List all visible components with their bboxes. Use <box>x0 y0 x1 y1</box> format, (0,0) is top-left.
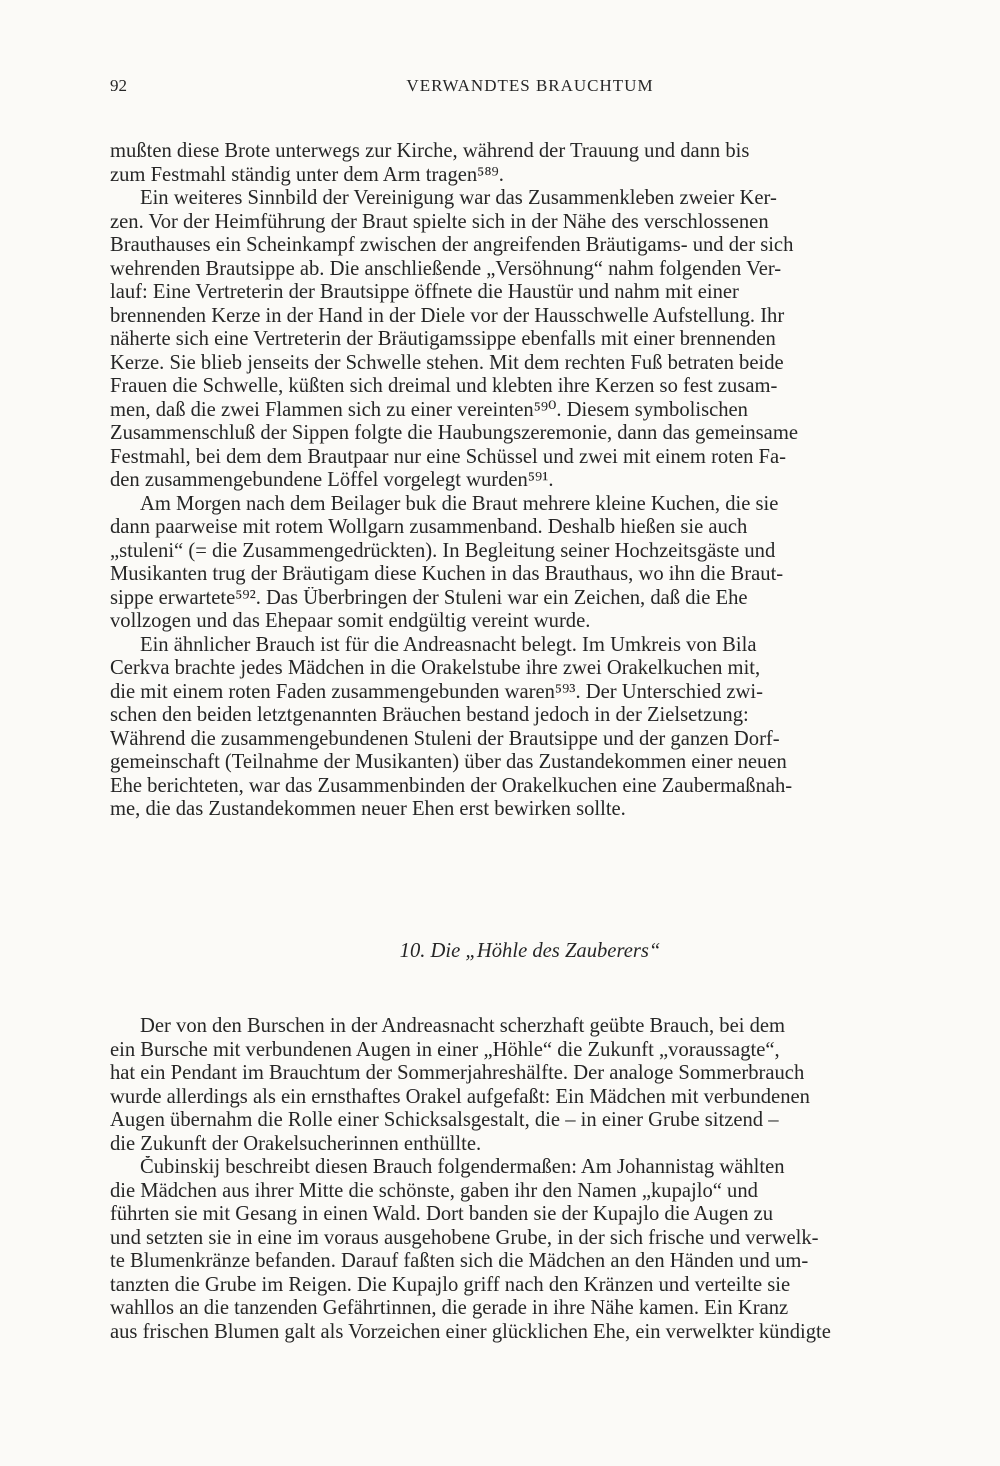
text-line: wahllos an die tanzenden Gefährtinnen, die gerade in ihre Nähe kamen. Ein Kranz <box>110 1297 789 1319</box>
text-line: Ein ähnlicher Brauch ist für die Andreasnacht belegt. Im Umkreis von Bila <box>140 633 757 656</box>
text-line: Festmahl, bei dem dem Brautpaar nur eine Schüssel und zwei mit einem roten Fa- <box>110 445 786 468</box>
text-line: Ehe berichteten, war das Zusammenbinden der Orakelkuchen eine Zaubermaßnah- <box>110 774 793 797</box>
text-line: hat ein Pendant im Brauchtum der Sommerjahreshälfte. Der analoge Sommerbrauch <box>110 1062 805 1084</box>
text-line: Musikanten trug der Bräutigam diese Kuchen in das Brauthaus, wo ihn die Braut- <box>110 563 784 585</box>
section-text <box>110 1015 950 1344</box>
text-line: men, daß die zwei Flammen sich zu einer vereinten⁵⁹⁰. Diesem symbolischen <box>110 398 748 421</box>
text-line: lauf: Eine Vertreterin der Brautsippe öffnete die Haustür und nahm mit einer <box>110 281 739 303</box>
section-heading: 10. Die „Höhle des Zauberers“ <box>399 940 661 962</box>
text-line: Cerkva brachte jedes Mädchen in die Orakelstube ihre zwei Orakelkuchen mit, <box>110 657 761 679</box>
text-line: Am Morgen nach dem Beilager buk die Braut mehrere kleine Kuchen, die sie <box>140 492 779 515</box>
text-line: den zusammengebundene Löffel vorgelegt wurden⁵⁹¹. <box>110 469 554 491</box>
text-line: Während die zusammengebundenen Stuleni der Brautsippe und der ganzen Dorf- <box>110 727 780 750</box>
text-line: zen. Vor der Heimführung der Braut spielte sich in der Nähe des verschlossenen <box>110 210 769 233</box>
text-line: brennenden Kerze in der Hand in der Diele vor der Hausschwelle Aufstellung. Ihr <box>110 304 785 327</box>
text-line: Kerze. Sie blieb jenseits der Schwelle stehen. Mit dem rechten Fuß betraten beide <box>110 351 784 374</box>
text-line: die mit einem roten Faden zusammengebunden waren⁵⁹³. Der Unterschied zwi- <box>110 680 763 703</box>
running-title: VERWANDTES BRAUCHTUM <box>406 76 654 95</box>
text-line: Augen übernahm die Rolle einer Schicksalsgestalt, die – in einer Grube sitzend – <box>110 1109 779 1131</box>
text-line: schen den beiden letztgenannten Bräuchen bestand jedoch in der Zielsetzung: <box>110 704 749 726</box>
text-line: te Blumenkränze befanden. Darauf faßten sich die Mädchen an den Händen und um- <box>110 1250 809 1272</box>
text-line: ein Bursche mit verbundenen Augen in einer „Höhle“ die Zukunft „voraussagte“, <box>110 1038 780 1061</box>
text-line: vollzogen und das Ehepaar somit endgültig vereint wurde. <box>110 610 591 632</box>
text-line: sippe erwartete⁵⁹². Das Überbringen der Stuleni war ein Zeichen, daß die Ehe <box>110 586 748 609</box>
text-line: die Zukunft der Orakelsucherinnen enthüllte. <box>110 1132 482 1155</box>
text-line: Brauthauses ein Scheinkampf zwischen der angreifenden Bräutigams- und der sich <box>110 234 794 256</box>
body-text <box>110 140 950 822</box>
text-line: aus frischen Blumen galt als Vorzeichen einer glücklichen Ehe, ein verwelkter kündigte <box>110 1320 831 1343</box>
text-line: „stuleni“ (= die Zusammengedrückten). In Begleitung seiner Hochzeitsgäste und <box>110 539 776 562</box>
text-line: wurde allerdings als ein ernsthaftes Orakel aufgefaßt: Ein Mädchen mit verbundenen <box>110 1085 810 1108</box>
text-line: mußten diese Brote unterwegs zur Kirche, während der Trauung und dann bis <box>110 140 750 162</box>
text-line: Zusammenschluß der Sippen folgte die Haubungszeremonie, dann das gemeinsame <box>110 422 798 444</box>
text-line: gemeinschaft (Teilnahme der Musikanten) über das Zustandekommen einer neuen <box>110 751 787 773</box>
text-line: tanzten die Grube im Reigen. Die Kupajlo griff nach den Kränzen und verteilte sie <box>110 1273 791 1296</box>
text-line: näherte sich eine Vertreterin der Bräutigamssippe ebenfalls mit einer brennenden <box>110 328 776 350</box>
text-line: führten sie mit Gesang in einen Wald. Dort banden sie der Kupajlo die Augen zu <box>110 1203 774 1225</box>
text-line: Frauen die Schwelle, küßten sich dreimal und klebten ihre Kerzen so fest zusam- <box>110 375 778 397</box>
page-number: 92 <box>110 76 127 95</box>
text-line: Čubinskij beschreibt diesen Brauch folgendermaßen: Am Johannistag wählten <box>140 1156 785 1178</box>
page-header <box>110 76 950 102</box>
text-line: zum Festmahl ständig unter dem Arm tragen⁵⁸⁹. <box>110 163 504 186</box>
text-line: dann paarweise mit rotem Wollgarn zusammenband. Deshalb hießen sie auch <box>110 516 748 538</box>
text-line: und setzten sie in eine im voraus ausgehobene Grube, in der sich frische und verwelk- <box>110 1226 819 1249</box>
text-line: Der von den Burschen in der Andreasnacht scherzhaft geübte Brauch, bei dem <box>140 1015 786 1037</box>
text-line: die Mädchen aus ihrer Mitte die schönste, gaben ihr den Namen „kupajlo“ und <box>110 1179 758 1202</box>
text-line: me, die das Zustandekommen neuer Ehen erst bewirken sollte. <box>110 798 626 820</box>
text-line: Ein weiteres Sinnbild der Vereinigung war das Zusammenkleben zweier Ker- <box>140 187 777 209</box>
text-line: wehrenden Brautsippe ab. Die anschließende „Versöhnung“ nahm folgenden Ver- <box>110 257 782 280</box>
